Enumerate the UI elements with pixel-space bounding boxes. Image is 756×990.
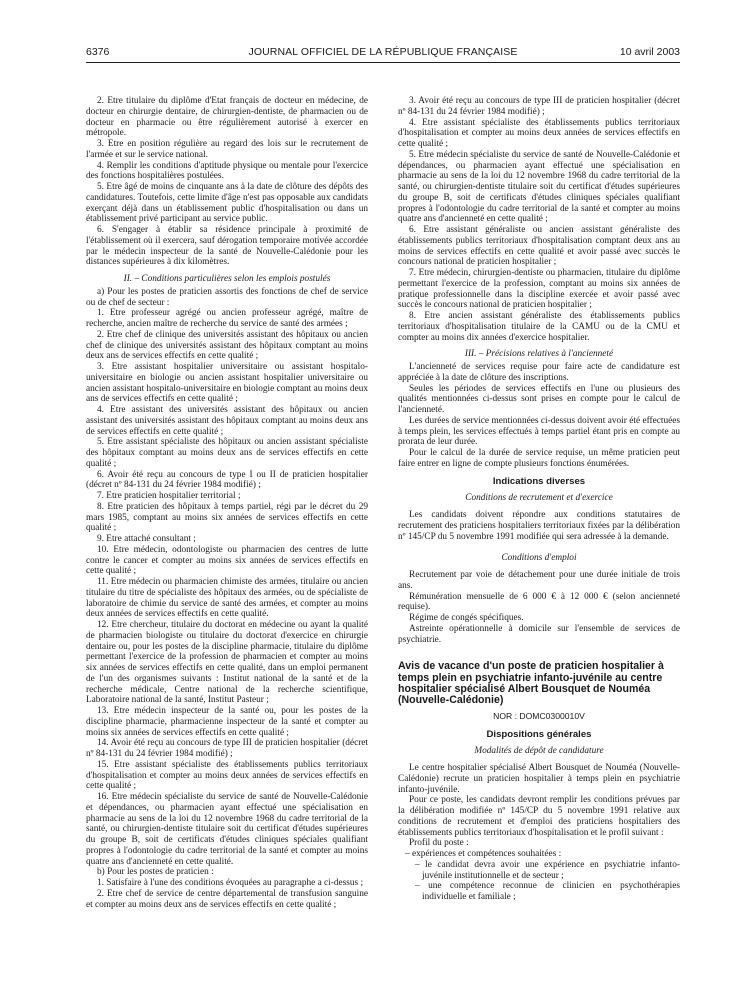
paragraph: 6. Etre assistant généraliste ou ancien assistant généraliste des établissements publics territoriaux d'hospitalisation comptant deux ans au moins de services effectifs en cette qualité et avoir passé avec succès le concours national de praticien hospitalier ; (398, 225, 680, 268)
paragraph: a) Pour les postes de praticien assortis des fonctions de chef de service ou de chef de secteur : (86, 286, 368, 308)
paragraph: Seules les périodes de services effectifs en l'une ou plusieurs des qualités mentionnées ci-dessus sont prises en compte pour le calcul de l'ancienneté. (398, 383, 680, 415)
paragraph: 3. Avoir été reçu au concours de type III de praticien hospitalier (décret nº 84-131 du 24 février 1984 modifié) ; (398, 96, 680, 117)
dispositions-heading: Dispositions générales (486, 728, 592, 740)
paragraph: 1. Satisfaire à l'une des conditions évoquées au paragraphe a ci-dessus ; (97, 878, 364, 888)
paragraph: 2. Etre chef de service de centre départemental de transfusion sanguine et compter au moins deux ans de services effectifs en cette qualité ; (86, 888, 368, 910)
indications-heading: Indications diverses (492, 475, 586, 487)
paragraph: 12. Etre chercheur, titulaire du doctorat en médecine ou ayant la qualité de pharmacien biologiste ou titulaire du doctorat d'exercice en chirurgie dentaire ou, pour les postes de la discipline pharmacie, titulaire du diplôme permettant l'exercice de la profession de pharmacien et compter au moins six années de services effectifs en cette qualité, dans un emploi permanent de l'un des organismes suivants : Institut national de la santé et de la recherche médicale, Centre national de la recherche scientifique, Laboratoire national de la santé, Institut Pasteur ; (86, 620, 368, 706)
paragraph: L'ancienneté de services requise pour faire acte de candidature est appréciée à la date de clôture des inscriptions. (398, 362, 680, 383)
paragraph: Pour le calcul de la durée de service requise, un même praticien peut faire entrer en ligne de compte plusieurs fonctions énumérées. (398, 448, 680, 469)
paragraph: 8. Etre ancien assistant généraliste des établissements publics territoriaux d'hospitalisation titulaire de la CAMU ou de la CMU et compter au moins dix années d'exercice hospitalier. (398, 311, 680, 343)
list-item: – une compétence reconnue de clinicien en psychothérapies individuelle et familiale ; (415, 881, 680, 903)
paragraph: 14. Avoir été reçu au concours de type III de praticien hospitalier (décret nº 84-131 du 24 février 1984 modifié) ; (86, 738, 368, 759)
paragraph: 2. Etre chef de clinique des universités assistant des hôpitaux ou ancien chef de clinique des universités assistant des hôpitaux comptant au moins deux ans de services effectifs en cette qualité ; (86, 329, 368, 362)
paragraph: Le centre hospitalier spécialisé Albert Bousquet de Nouméa (Nouvelle-Calédonie) recrute un praticien hospitalier à temps plein en psychiatrie infanto-juvénile. (398, 763, 680, 795)
paragraph: 3. Etre assistant hospitalier universitaire ou assistant hospitalo-universitaire en biologie ou ancien assistant hospitalier universitaire ou ancien assistant hospitalo-universitaire en biologie comptant au moins deux ans de services effectifs en cette qualité ; (86, 362, 368, 405)
paragraph: 10. Etre médecin, odontologiste ou pharmacien des centres de lutte contre le cancer et compter au moins six années de services effectifs en cette qualité ; (86, 544, 368, 577)
paragraph: 16. Etre médecin spécialiste du service de santé de Nouvelle-Calédonie et dépendances, ou pharmacien ayant effectué une spécialisation en pharmacie au sens de la loi du 12 novembre 1968 du cadre territorial de la santé, ou chirurgien-dentiste titulaire soit du certificat d'études supérieures du groupe B, soit de certificats d'études cliniques spéciales qualifiant propres à l'odontologie du cadre territorial de la santé et compter au moins quatre ans d'ancienneté en cette qualité. (86, 792, 368, 867)
journal-title: JOURNAL OFFICIEL DE LA RÉPUBLIQUE FRANÇAISE (248, 46, 518, 58)
modalites-heading: Modalités de dépôt de candidature (474, 746, 604, 757)
list-item: – le candidat devra avoir une expérience en psychiatrie infanto-juvénile institutionnelle et de secteur ; (415, 859, 680, 881)
paragraph: 8. Etre praticien des hôpitaux à temps partiel, régi par le décret du 29 mars 1985, comptant au moins six années de services effectifs en cette qualité ; (86, 501, 368, 534)
paragraph: Les durées de service mentionnées ci-dessus doivent avoir été effectuées à temps plein, les services effectués à temps partiel étant pris en compte au prorata de leur durée. (398, 415, 680, 448)
emploi-heading: Conditions d'emploi (501, 553, 577, 564)
paragraph: Les candidats doivent répondre aux conditions statutaires de recrutement des praticiens hospitaliers territoriaux fixées par la délibération nº 145/CP du 5 novembre 1991 modifiée qui sera adressée à la demande. (398, 510, 680, 542)
avis-title: Avis de vacance d'un poste de praticien hospitalier à temps plein en psychiatrie infanto-juvénile au centre hospitalier spécialisé Albert Bousquet de Nouméa (Nouvelle-Calédonie) (398, 660, 664, 707)
section-heading: II. – Conditions particulières selon les emplois postulés (123, 274, 331, 284)
paragraph: 9. Etre attaché consultant ; (97, 534, 196, 544)
list-item: – expériences et compétences souhaitées : (405, 849, 562, 860)
paragraph: 6. Avoir été reçu au concours de type I ou II de praticien hospitalier (décret nº 84-131 du 24 février 1984 modifié) ; (86, 469, 368, 491)
paragraph: 3. Etre en position régulière au regard des lois sur le recrutement de l'armée et sur le service national. (86, 139, 368, 160)
paragraph: 4. Etre assistant spécialiste des établissements publics territoriaux d'hospitalisation et compter au moins deux années de services effectifs en cette qualité ; (398, 117, 680, 149)
paragraph: 4. Etre assistant des universités assistant des hôpitaux ou ancien assistant des universités assistant des hôpitaux comptant au moins deux ans de services effectifs en cette qualité ; (86, 405, 368, 437)
nor-reference: NOR : DOMC0300010V (493, 710, 585, 721)
paragraph: Recrutement par voie de détachement pour une durée initiale de trois ans. (398, 570, 680, 591)
paragraph: 7. Etre médecin, chirurgien-dentiste ou pharmacien, titulaire du diplôme permettant l'exercice de la profession, comptant au moins six années de pratique professionnelle dans la discipline exercée et avoir passé avec succès le concours national de praticien hospitalier ; (398, 268, 680, 311)
paragraph: Rémunération mensuelle de 6 000 € à 12 000 € (selon ancienneté requise). (398, 591, 680, 613)
paragraph: Profil du poste : (409, 838, 469, 849)
paragraph: 5. Etre âgé de moins de cinquante ans à la date de clôture des dépôts des candidatures. Toutefois, cette limite d'âge n'est pas opposable aux candidats exerçant déjà dans un établissement public d'hospitalisation ou dans un établissement privé participant au service public. (86, 182, 368, 225)
paragraph: 1. Etre professeur agrégé ou ancien professeur agrégé, maître de recherche, ancien maître de recherche du service de santé des armées ; (86, 308, 368, 329)
page-number: 6376 (86, 46, 110, 58)
issue-date: 10 avril 2003 (619, 46, 680, 58)
paragraph: 11. Etre médecin ou pharmacien chimiste des armées, titulaire ou ancien titulaire du titre de spécialiste des hôpitaux des armées, ou de spécialiste de laboratoire de chimie du service de santé des armées, et compter au moins deux années de services effectifs en cette qualité. (86, 577, 368, 620)
paragraph: Pour ce poste, les candidats devront remplir les conditions prévues par la délibération modifiée nº 145/CP du 5 novembre 1991 relative aux conditions de recrutement et d'emploi des praticiens hospitaliers des établissements publics territoriaux d'hospitalisation et le profil suivant : (398, 795, 680, 838)
paragraph: b) Pour les postes de praticien : (97, 867, 214, 878)
section-heading: III. – Précisions relatives à l'ancienneté (464, 349, 614, 360)
paragraph: 5. Etre médecin spécialiste du service de santé de Nouvelle-Calédonie et dépendances, ou pharmacien ayant effectué une spécialisation en pharmacie au sens de la loi du 12 novembre 1968 du cadre territorial de la santé, ou chirurgien-dentiste titulaire soit du certificat d'études supérieures du groupe B, soit de certificats d'études cliniques spéciales qualifiant propres à l'odontologie du cadre territorial de la santé et compter au moins quatre ans d'ancienneté en cette qualité ; (398, 149, 680, 225)
paragraph: 6. S'engager à établir sa résidence principale à proximité de l'établissement où il exercera, sauf dérogation temporaire motivée accordée par le médecin inspecteur de la santé de Nouvelle-Calédonie pour les distances supérieures à dix kilomètres. (86, 225, 368, 268)
paragraph: 4. Remplir les conditions d'aptitude physique ou mentale pour l'exercice des fonctions hospitalières postulées. (86, 160, 368, 182)
paragraph: Astreinte opérationnelle à domicile sur l'ensemble de services de psychiatrie. (398, 623, 680, 645)
paragraph: 2. Etre titulaire du diplôme d'Etat français de docteur en médecine, de docteur en chirurgie dentaire, de chirurgien-dentiste, de pharmacien ou de docteur en pharmacie ou être régulièrement autorisé à exercer en métropole. (86, 96, 368, 139)
right-column (398, 96, 680, 903)
left-column (86, 96, 368, 910)
paragraph: 5. Etre assistant spécialiste des hôpitaux ou ancien assistant spécialiste des hôpitaux comptant au moins deux ans de services effectifs en cette qualité ; (86, 437, 368, 469)
paragraph: 15. Etre assistant spécialiste des établissements publics territoriaux d'hospitalisation et compter au moins deux années de services effectifs en cette qualité ; (86, 759, 368, 792)
page-header (86, 40, 680, 63)
recrutement-heading: Conditions de recrutement et d'exercice (465, 493, 613, 504)
paragraph: 13. Etre médecin inspecteur de la santé ou, pour les postes de la discipline pharmacie, pharmacienne inspecteur de la santé et compter au moins six années de services effectifs en cette qualité ; (86, 706, 368, 738)
paragraph: Régime de congés spécifiques. (409, 613, 524, 623)
paragraph: 7. Etre praticien hospitalier territorial ; (97, 491, 241, 501)
